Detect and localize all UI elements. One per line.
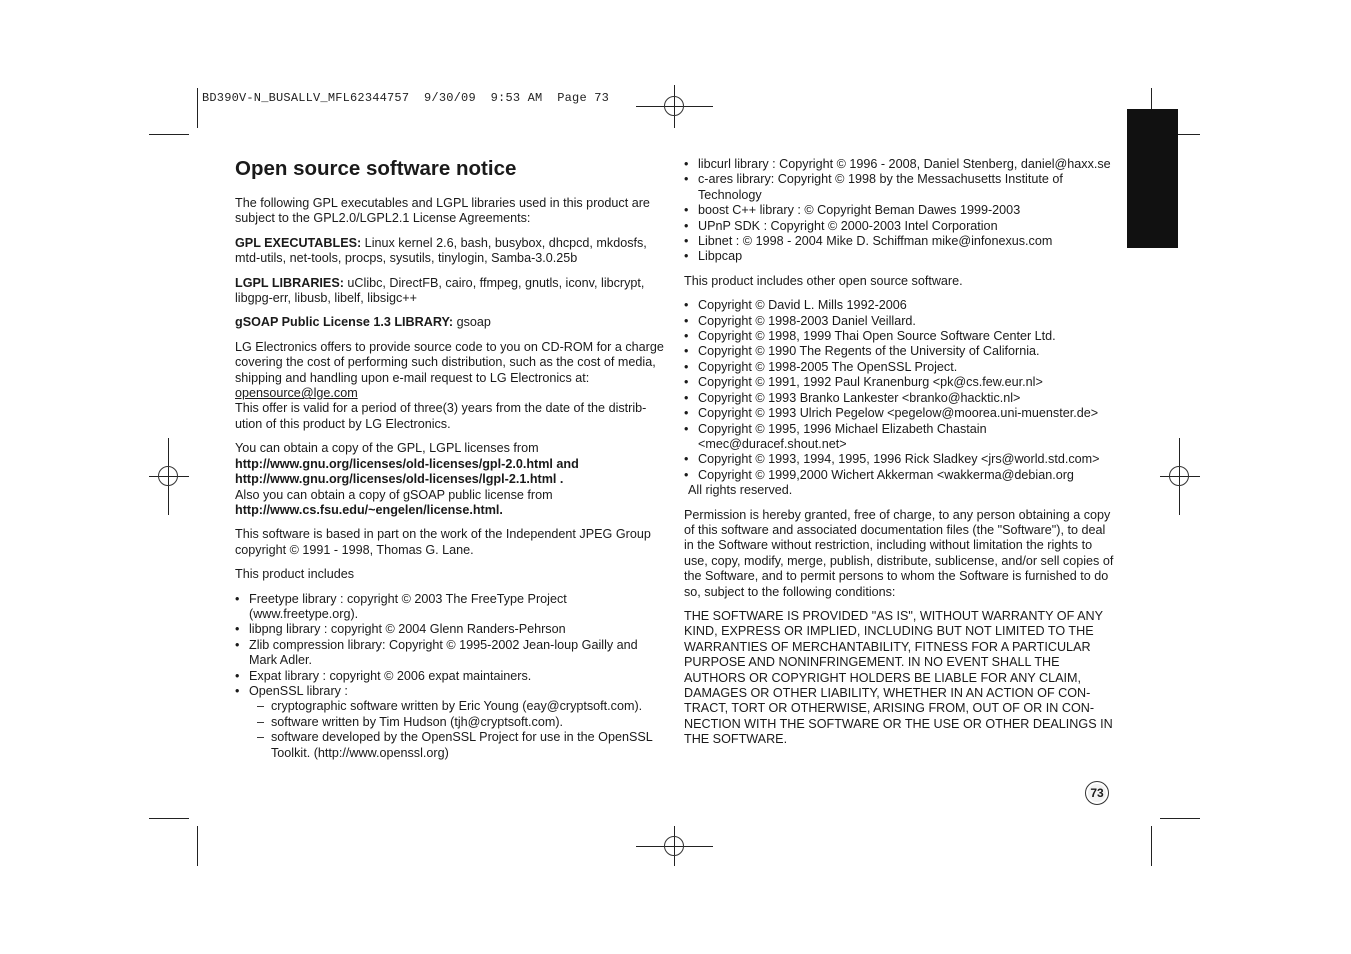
list-item: – software developed by the OpenSSL Project for use in the OpenSSL Toolkit. (http://www.openssl.org) xyxy=(257,730,667,761)
list-item: • Copyright © 1993 Branko Lankester <branko@hacktic.nl> xyxy=(684,391,1118,406)
gpl-text: Linux kernel 2.6, bash, busybox, dhcpcd, mkdosfs, mtd-utils, net-tools, procps, sysutils, tinylogin, Samba-3.0.25b xyxy=(235,235,647,266)
warranty-paragraph: THE SOFTWARE IS PROVIDED "AS IS", WITHOUT WARRANTY OF ANY KIND, EXPRESS OR IMPLIED, INCLUDING BUT NOT LIMITED TO THE WARRANTIES OF MERCHANTABILITY, FITNESS FOR A PARTICULAR PURPOSE AND NONINFRINGEMENT. IN NO EVENT SHALL THE AUTHORS OR COPYRIGHT HOLDERS BE LIABLE FOR ANY CLAIM, DAMAGES OR OTHER LIABILITY, WHETHER IN AN ACTION OF CON-TRACT, TORT OR OTHERWISE, ARISING FROM, OUT OF OR IN CON-NECTION WITH THE SOFTWARE OR THE USE OR OTHER DEALINGS IN THE SOFTWARE. xyxy=(684,608,1113,747)
list-item: • Expat library : copyright © 2006 expat maintainers. xyxy=(235,669,667,684)
left-column xyxy=(235,157,667,761)
page-title: Open source software notice xyxy=(235,157,517,180)
gpl-license-link[interactable]: http://www.gnu.org/licenses/old-licenses/gpl-2.0.html and xyxy=(235,456,579,471)
copyright-list xyxy=(684,298,1118,483)
list-item: • libpng library : copyright © 2004 Glenn Randers-Pehrson xyxy=(235,622,667,637)
list-item: • libcurl library : Copyright © 1996 - 2008, Daniel Stenberg, daniel@haxx.se xyxy=(684,157,1118,172)
list-item: • Copyright © 1995, 1996 Michael Elizabeth Chastain <mec@duracef.shout.net> xyxy=(684,422,1118,453)
lgpl-paragraph xyxy=(235,276,667,307)
list-item: – software written by Tim Hudson (tjh@cryptsoft.com). xyxy=(257,715,667,730)
offer-email-link[interactable]: opensource@lge.com xyxy=(235,386,358,401)
list-item: • Libnet : © 1998 - 2004 Mike D. Schiffman mike@infonexus.com xyxy=(684,234,1118,249)
offer-paragraph xyxy=(235,340,667,432)
lgpl-text: uClibc, DirectFB, cairo, ffmpeg, gnutls, iconv, libcrypt, libgpg-err, libusb, libelf, libsigc++ xyxy=(235,275,645,306)
gpl-label: GPL EXECUTABLES: xyxy=(235,235,362,250)
licenses-text: You can obtain a copy of the GPL, LGPL licenses from xyxy=(235,441,539,456)
jpeg-paragraph: This software is based in part on the work of the Independent JPEG Group copyright © 1991 - 1998, Thomas G. Lane. xyxy=(235,527,651,557)
section-tab xyxy=(1127,109,1178,248)
gsoap-paragraph xyxy=(235,315,667,330)
right-column xyxy=(684,157,1118,757)
list-item: – cryptographic software written by Eric Young (eay@cryptsoft.com). xyxy=(257,699,667,714)
list-item: • Copyright © 1993, 1994, 1995, 1996 Rick Sladkey <jrs@world.std.com> xyxy=(684,452,1118,467)
list-item: • Copyright © 1991, 1992 Paul Kranenburg <pk@cs.few.eur.nl> xyxy=(684,375,1118,390)
page-number-badge: 73 xyxy=(1085,781,1109,805)
list-item: • Copyright © 1998, 1999 Thai Open Source Software Center Ltd. xyxy=(684,329,1118,344)
lgpl-label: LGPL LIBRARIES: xyxy=(235,275,344,290)
list-item: • Zlib compression library: Copyright © 1995-2002 Jean-loup Gailly and Mark Adler. xyxy=(235,638,667,669)
gsoap-label: gSOAP Public License 1.3 LIBRARY: xyxy=(235,315,454,330)
list-item: • Copyright © 1999,2000 Wichert Akkerman <wakkerma@debian.org xyxy=(684,468,1118,483)
list-item: • Copyright © 1998-2003 Daniel Veillard. xyxy=(684,314,1118,329)
offer-text: LG Electronics offers to provide source code to you on CD-ROM for a charge covering the cost of performing such distribution, such as the cost of media, shipping and handling upon e-mail request to LG Electronics at: xyxy=(235,339,664,385)
list-item: • Copyright © 1990 The Regents of the University of California. xyxy=(684,344,1118,359)
left-library-list xyxy=(235,592,667,700)
list-item: • Freetype library : copyright © 2003 The FreeType Project (www.freetype.org). xyxy=(235,592,667,623)
crop-mark-bottom-right-h xyxy=(1160,818,1200,819)
list-item: • Copyright © David L. Mills 1992-2006 xyxy=(684,298,1118,313)
list-item: • Copyright © 1998-2005 The OpenSSL Project. xyxy=(684,360,1118,375)
permission-paragraph: Permission is hereby granted, free of charge, to any person obtaining a copy of this software and associated documentation files (the "Software"), to deal in the Software without restriction, including without limitation the rights to use, copy, modify, merge, publish, distribute, sublicense, and/or sell copies of the Software, and to permit persons to whom the Software is furnished to do so, subject to the following conditions: xyxy=(684,507,1114,599)
list-item: • c-ares library: Copyright © 1998 by the Messachusetts Institute of Technology xyxy=(684,172,1118,203)
openssl-sublist xyxy=(235,699,667,761)
list-item xyxy=(235,684,667,699)
crop-mark-bottom-left-h xyxy=(149,818,189,819)
lgpl-license-link[interactable]: http://www.gnu.org/licenses/old-licenses/lgpl-2.1.html . xyxy=(235,472,564,487)
crop-mark-top-left-h xyxy=(149,134,189,135)
list-item: • Copyright © 1993 Ulrich Pegelow <pegelow@moorea.uni-muenster.de> xyxy=(684,406,1118,421)
gsoap-text: gsoap xyxy=(453,315,491,330)
crop-mark-top-left-v xyxy=(197,88,198,128)
gpl-paragraph xyxy=(235,236,667,267)
includes-paragraph: This product includes xyxy=(235,567,355,582)
list-item: • Libpcap xyxy=(684,249,1118,264)
offer-validity: This offer is valid for a period of three(3) years from the date of the distrib-ution of this product by LG Electronics. xyxy=(235,401,647,431)
gsoap-license-text: Also you can obtain a copy of gSOAP public license from xyxy=(235,487,553,502)
right-library-list xyxy=(684,157,1118,265)
licenses-paragraph xyxy=(235,441,667,518)
crop-mark-bottom-left-v xyxy=(197,826,198,866)
other-software-paragraph: This product includes other open source software. xyxy=(684,273,963,288)
intro-paragraph: The following GPL executables and LGPL libraries used in this product are subject to the GPL2.0/LGPL2.1 License Agreements: xyxy=(235,196,650,226)
openssl-label: OpenSSL library : xyxy=(249,683,348,698)
list-item: • UPnP SDK : Copyright © 2000-2003 Intel Corporation xyxy=(684,219,1118,234)
gsoap-license-link[interactable]: http://www.cs.fsu.edu/~engelen/license.html. xyxy=(235,502,503,517)
crop-mark-bottom-right-v xyxy=(1151,826,1152,866)
printer-slug-line: BD390V-N_BUSALLV_MFL62344757 9/30/09 9:53 AM Page 73 xyxy=(202,91,610,105)
rights-reserved: All rights reserved. xyxy=(688,483,793,498)
list-item: • boost C++ library : © Copyright Beman Dawes 1999-2003 xyxy=(684,203,1118,218)
